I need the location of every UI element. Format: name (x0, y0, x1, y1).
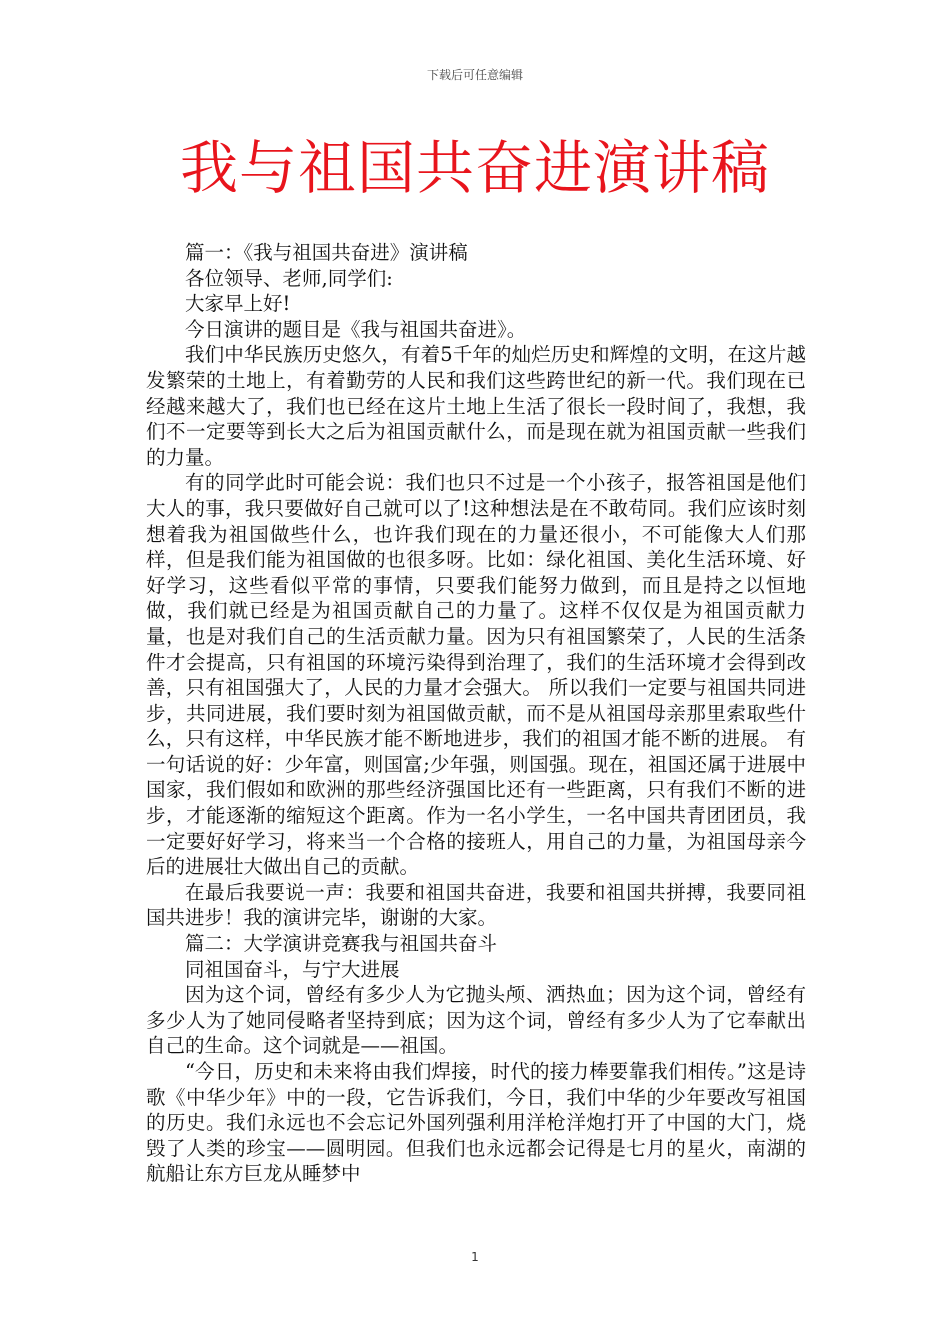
paragraph-1: 篇一：《我与祖国共奋进》演讲稿 (185, 241, 468, 264)
paragraph-7: 在最后我要说一声：我要和祖国共奋进，我要和祖国共拼搏，我要同祖国共进步！我的演讲完毕，谢谢的大家。 (146, 880, 806, 930)
paragraph-3: 大家早上好! (185, 292, 291, 316)
paragraph-4: 今日演讲的题目是《我与祖国共奋进》。 (185, 317, 527, 341)
page-number: 1 (471, 1250, 479, 1264)
paragraph-6: 有的同学此时可能会说：我们也只不过是一个小孩子，报答祖国是他们大人的事，我只要做好自己就可以了!这种想法是在不敢苟同。我们应该时刻想着我为祖国做些什么，也许我们现在的力量还很小，不可能像大人们那样，但是我们能为祖国做的也很多呀。比如：绿化祖国、美化生活环境、好好学习，这些看似平常的事情，只要我们能努力做到，而且是持之以恒地做，我们就已经是为祖国贡献自己的力量了。这样不仅仅是为祖国贡献力量，也是对我们自己的生活贡献力量。因为只有祖国繁荣了，人民的生活条件才会提高，只有祖国的环境污染得到治理了，我们的生活环境才会得到改善，只有祖国强大了，人民的力量才会强大。 所以我们一定要与祖国共同进步，共同进展，我们要时刻为祖国做贡献，而不是从祖国母亲那里索取些什么，只有这样，中华民族才能不断地进步，我们的祖国才能不断的进展。 有一句话说的好：少年富，则国富;少年强，则国强。现在，祖国还属于进展中国家，我们假如和欧洲的那些经济强国比还有一些距离，只有我们不断的进步，才能逐渐的缩短这个距离。作为一名小学生，一名中国共青团团员，我一定要好好学习，将来当一个合格的接班人，用自己的力量，为祖国母亲今后的进展壮大做出自己的贡献。 (146, 471, 806, 879)
paragraph-5: 我们中华民族历史悠久，有着5千年的灿烂历史和辉煌的文明，在这片越发繁荣的土地上，有着勤劳的人民和我们这些跨世纪的新一代。我们现在已经越来越大了，我们也已经在这片土地上生活了很长一段时间了，我想，我们不一定要等到长大之后为祖国贡献什么，而是现在就为祖国贡献一些我们的力量。 (146, 343, 806, 469)
header-note: 下载后可任意编辑 (426, 68, 523, 82)
document-title: 我与祖国共奋进演讲稿 (179, 134, 770, 202)
paragraph-9: 同祖国奋斗，与宁大进展 (185, 957, 400, 981)
paragraph-11: “今日，历史和未来将由我们焊接，时代的接力棒要靠我们相传。”这是诗歌《中华少年》中的一段，它告诉我们，今日，我们中华的少年要改写祖国的历史。我们永远也不会忘记外国列强利用洋枪洋炮打开了中国的大门，烧毁了人类的珍宝——圆明园。但我们也永远都会记得是七月的星火，南湖的航船让东方巨龙从睡梦中 (146, 1060, 806, 1186)
paragraph-8: 篇二：大学演讲竞赛我与祖国共奋斗 (185, 932, 498, 956)
document-body (146, 240, 806, 1187)
paragraph-10: 因为这个词，曾经有多少人为它抛头颅、洒热血；因为这个词，曾经有多少人为了她同侵略者坚持到底；因为这个词，曾经有多少人为了它奉献出自己的生命。这个词就是——祖国。 (146, 983, 806, 1058)
paragraph-2: 各位领导、老师,同学们: (185, 266, 393, 290)
